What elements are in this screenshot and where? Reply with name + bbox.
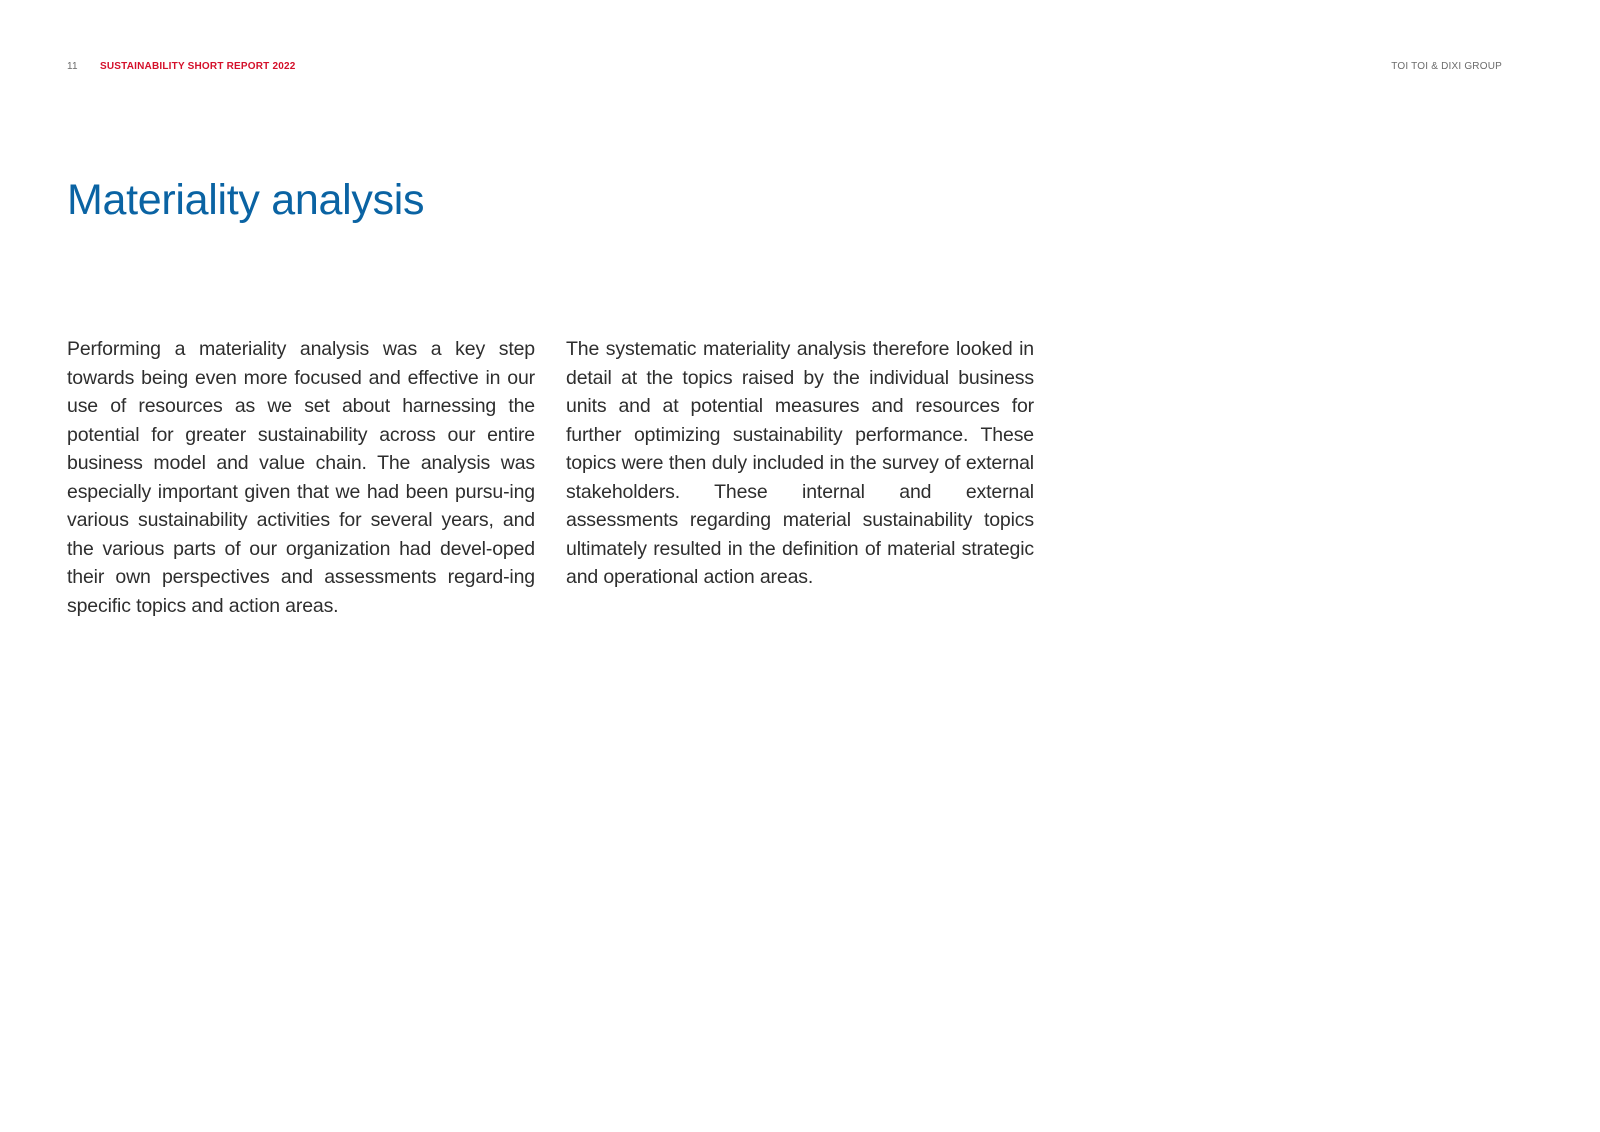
page-number: 11 (67, 61, 78, 72)
report-title: SUSTAINABILITY SHORT REPORT 2022 (100, 61, 296, 72)
body-text (67, 335, 1034, 620)
page-header (67, 60, 1502, 74)
page-title: Materiality analysis (67, 176, 425, 224)
body-column-left: Performing a materiality analysis was a key step towards being even more focused and effective in our use of resources as we set about harnessing the potential for greater sustainability across our entire business model and value chain. The analysis was especially important given that we had been pursu-ing various sustainability activities for several years, and the various parts of our organization had devel-oped their own perspectives and assessments regard-ing specific topics and action areas. (67, 338, 535, 617)
company-name: TOI TOI & DIXI GROUP (1391, 61, 1502, 72)
body-column-right: The systematic materiality analysis therefore looked in detail at the topics raised by the individual business units and at potential measures and resources for further optimizing sustainability performance. These topics were then duly included in the survey of external stakeholders. These internal and external assessments regarding material sustainability topics ultimately resulted in the definition of material strategic and operational action areas. (566, 338, 1034, 588)
